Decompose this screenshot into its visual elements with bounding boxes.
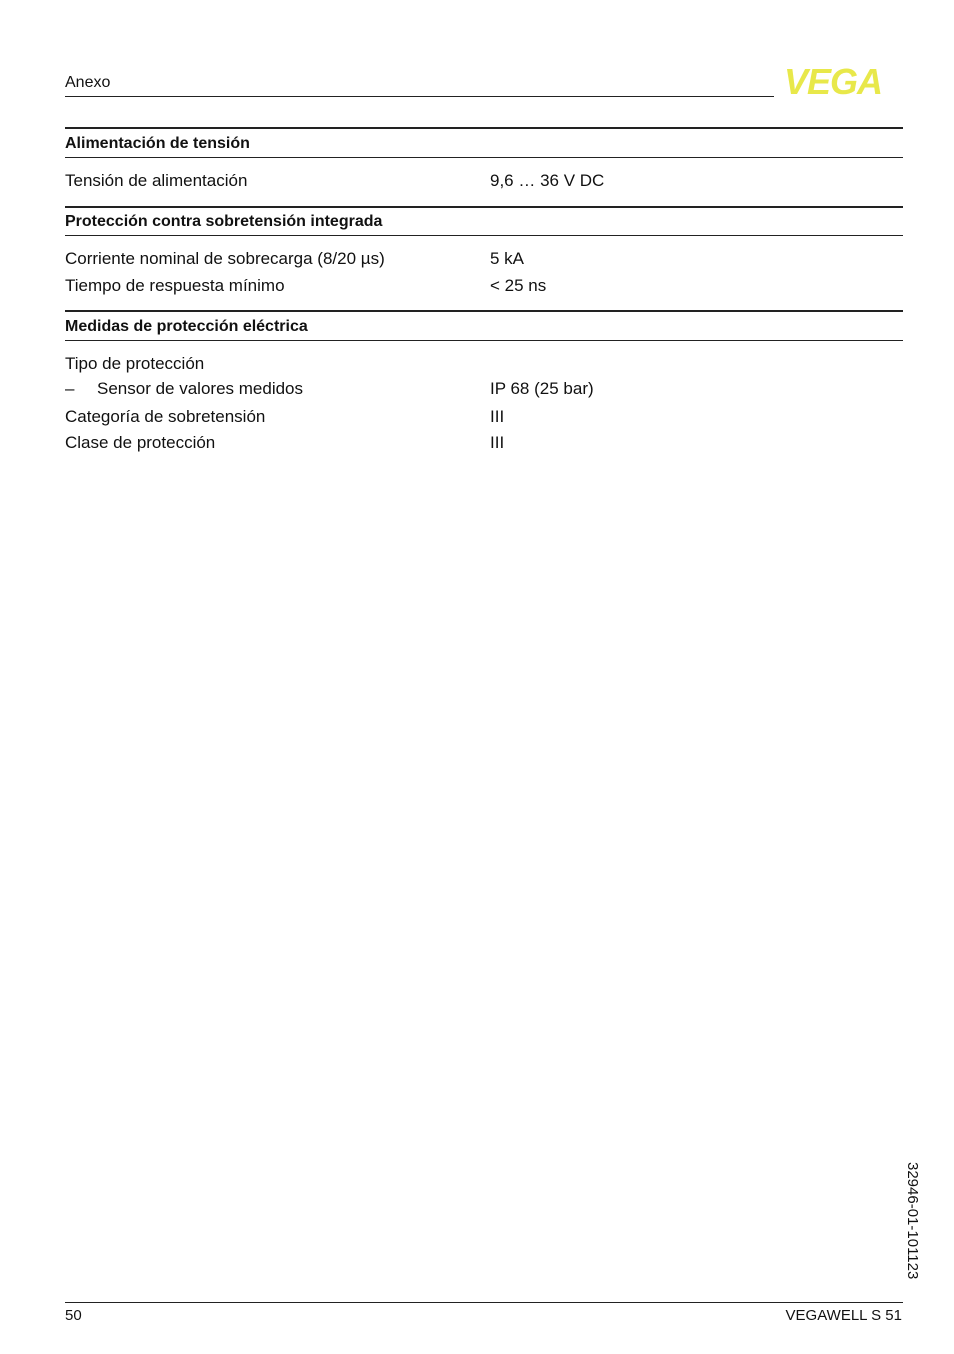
footer-divider	[65, 1302, 903, 1303]
section-rule-bottom	[65, 157, 903, 158]
logo-text: VEGA	[784, 63, 883, 99]
label-measuring-sensor: Sensor de valores medidos	[97, 379, 304, 398]
document-id: 32946-01-101123	[904, 1162, 921, 1280]
list-dash: –	[65, 379, 75, 398]
product-name: VEGAWELL S 51	[785, 1307, 902, 1324]
page-header-title: Anexo	[65, 74, 111, 91]
page-number: 50	[65, 1307, 82, 1324]
label-protection-class: Clase de protección	[65, 433, 216, 452]
value-response-time: < 25 ns	[490, 276, 547, 295]
label-protection-rating: Tipo de protección	[65, 354, 205, 373]
section-title-overvoltage-protection: Protección contra sobretensión integrada	[65, 213, 383, 230]
value-overvoltage-category: III	[490, 407, 505, 426]
section-title-electrical-protection: Medidas de protección eléctrica	[65, 318, 308, 335]
section-rule-bottom	[65, 235, 903, 236]
section-rule-top	[65, 206, 903, 208]
section-title-power-supply: Alimentación de tensión	[65, 135, 250, 152]
label-overvoltage-category: Categoría de sobretensión	[65, 407, 266, 426]
label-supply-voltage: Tensión de alimentación	[65, 171, 248, 190]
vega-logo	[784, 63, 904, 99]
value-protection-class: III	[490, 433, 505, 452]
value-nominal-discharge-current: 5 kA	[490, 249, 525, 268]
section-rule-top	[65, 127, 903, 129]
section-rule-bottom	[65, 340, 903, 341]
value-measuring-sensor: IP 68 (25 bar)	[490, 379, 594, 398]
header-divider	[65, 96, 774, 97]
value-supply-voltage: 9,6 … 36 V DC	[490, 171, 605, 190]
section-rule-top	[65, 310, 903, 312]
label-response-time: Tiempo de respuesta mínimo	[65, 276, 285, 295]
label-nominal-discharge-current: Corriente nominal de sobrecarga (8/20 µs)	[65, 249, 385, 268]
